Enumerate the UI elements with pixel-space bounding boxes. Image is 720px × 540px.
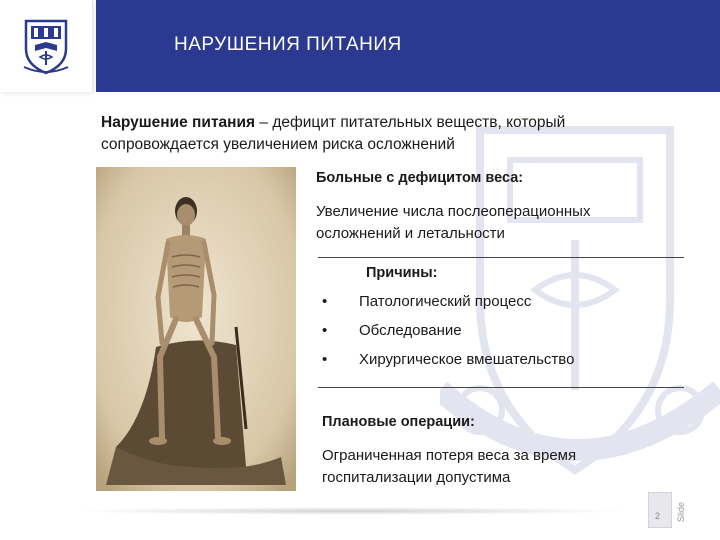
logo-box	[0, 0, 93, 92]
slide-number: 2	[655, 511, 661, 521]
university-crest-icon	[23, 17, 69, 75]
patient-figure	[96, 167, 296, 491]
intro-definition	[101, 112, 661, 156]
divider-top	[318, 257, 684, 258]
planned-title: Плановые операции:	[322, 414, 475, 430]
planned-text: Ограниченная потеря веса за время госпитализации допустима	[322, 447, 577, 486]
bullet: •	[322, 351, 328, 368]
intro-term: Нарушение питания	[101, 114, 256, 131]
slide-number-box	[648, 492, 672, 528]
page-title: НАРУШЕНИЯ ПИТАНИЯ	[174, 34, 402, 55]
slide-label: Slide	[676, 501, 686, 522]
divider-bottom	[318, 387, 684, 388]
deficit-title: Больные с дефицитом веса:	[316, 170, 524, 186]
bullet: •	[322, 322, 328, 339]
bullet: •	[322, 293, 328, 310]
causes-title: Причины:	[366, 265, 438, 281]
intro-definition-text: – дефицит питательных веществ, который сопровождается увеличением риска осложнений	[101, 114, 566, 153]
bottom-shadow	[70, 507, 630, 515]
deficit-text: Увеличение числа послеоперационных осложнений и летальности	[316, 203, 591, 242]
cause-label: Обследование	[359, 322, 462, 339]
cause-label: Патологический процесс	[359, 293, 532, 310]
cause-label: Хирургическое вмешательство	[359, 351, 575, 368]
emaciated-patient-photo	[96, 167, 296, 491]
